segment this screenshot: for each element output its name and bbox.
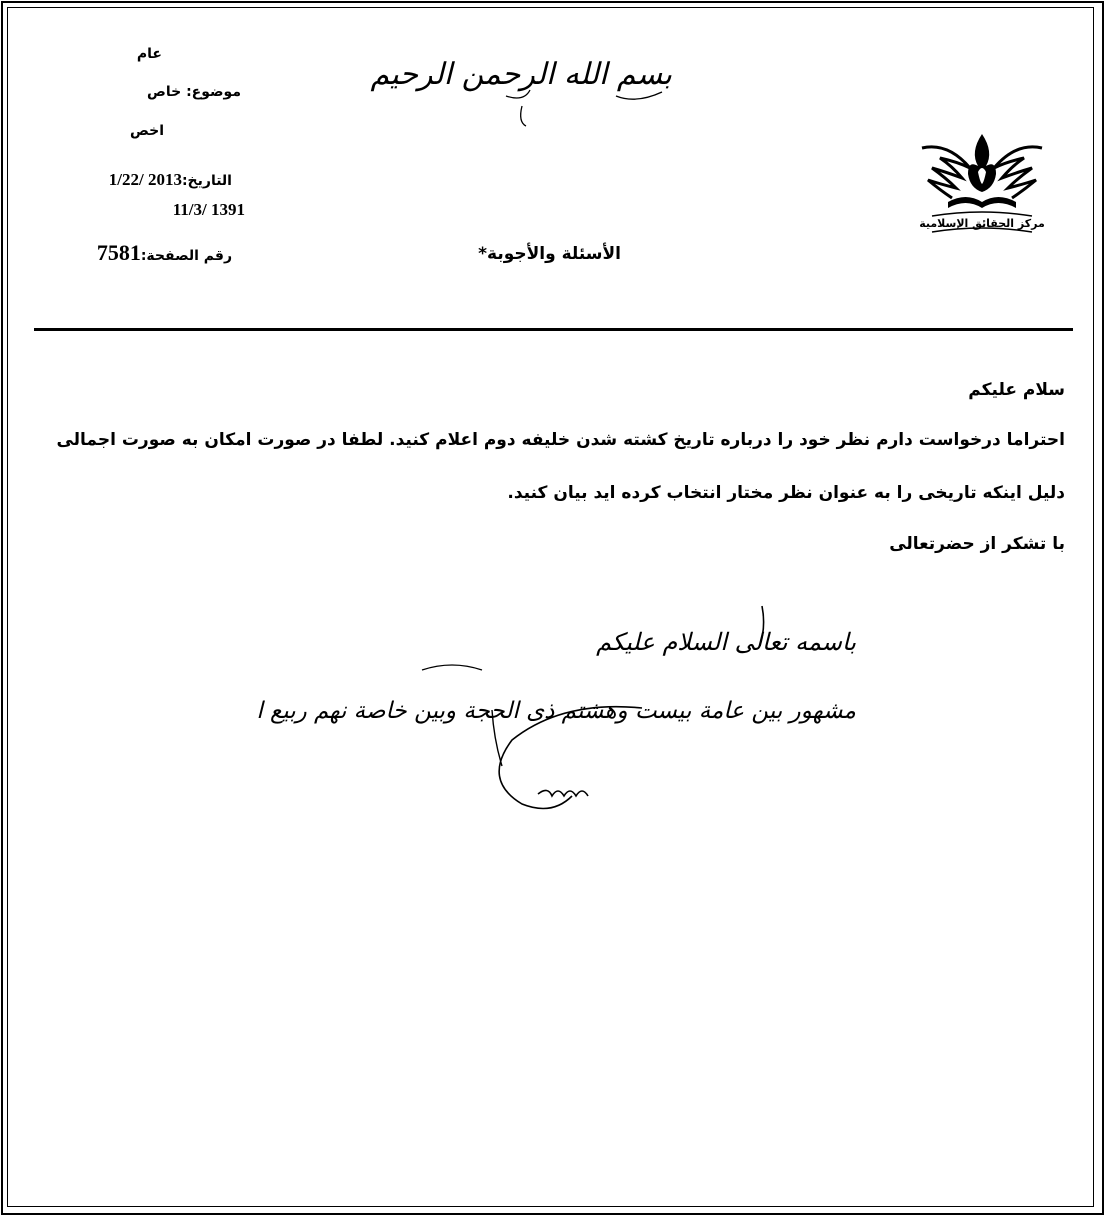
subject-value: خاص [147, 84, 182, 100]
date-hijri-line [173, 200, 245, 220]
question-line-1: احتراما درخواست دارم نظر خود را درباره تاريخ كشته شدن خليفه دوم اعلام كنيد. لطفا در صورت امكان به صورت اجمالى [56, 430, 1065, 450]
basmala-text: بسم الله الرحمن الرحيم [370, 57, 672, 92]
greeting: سلام عليكم [968, 380, 1065, 400]
center-logo [918, 128, 1046, 240]
handwritten-line-2: مشهور بين عامة بيست وهشتم ذى الحجة وبين خاصة نهم ربيع ا [256, 698, 856, 724]
category-general: عام [136, 46, 162, 62]
page-title: الأسئلة والأجوبة* [478, 244, 621, 264]
date-hijri: 1391 /11/3 [172, 200, 245, 219]
page-number-line [97, 240, 232, 266]
page-label: رقم الصفحة: [140, 248, 232, 264]
category-specific: اخص [130, 123, 164, 139]
date-gregorian: 2013 /1/22 [108, 170, 182, 189]
logo-text: مركز الحقائق الإسلامية [919, 217, 1045, 230]
subject-line [147, 84, 241, 100]
handwritten-answer [256, 590, 862, 820]
header-divider [34, 328, 1073, 331]
handwritten-line-1: باسمه تعالى السلام عليكم [596, 628, 856, 656]
page-number: 7581 [96, 240, 141, 265]
subject-label: موضوع: [186, 84, 241, 100]
date-label: التاريخ: [181, 173, 232, 189]
basmala-calligraphy [370, 30, 678, 130]
closing: با تشكر از حضرتعالى [889, 534, 1065, 554]
logo-emblem-icon [918, 128, 1046, 240]
question-line-2: دليل اينكه تاريخى را به عنوان نظر مختار انتخاب كرده ايد بيان كنيد. [507, 483, 1065, 503]
date-line [109, 170, 232, 190]
